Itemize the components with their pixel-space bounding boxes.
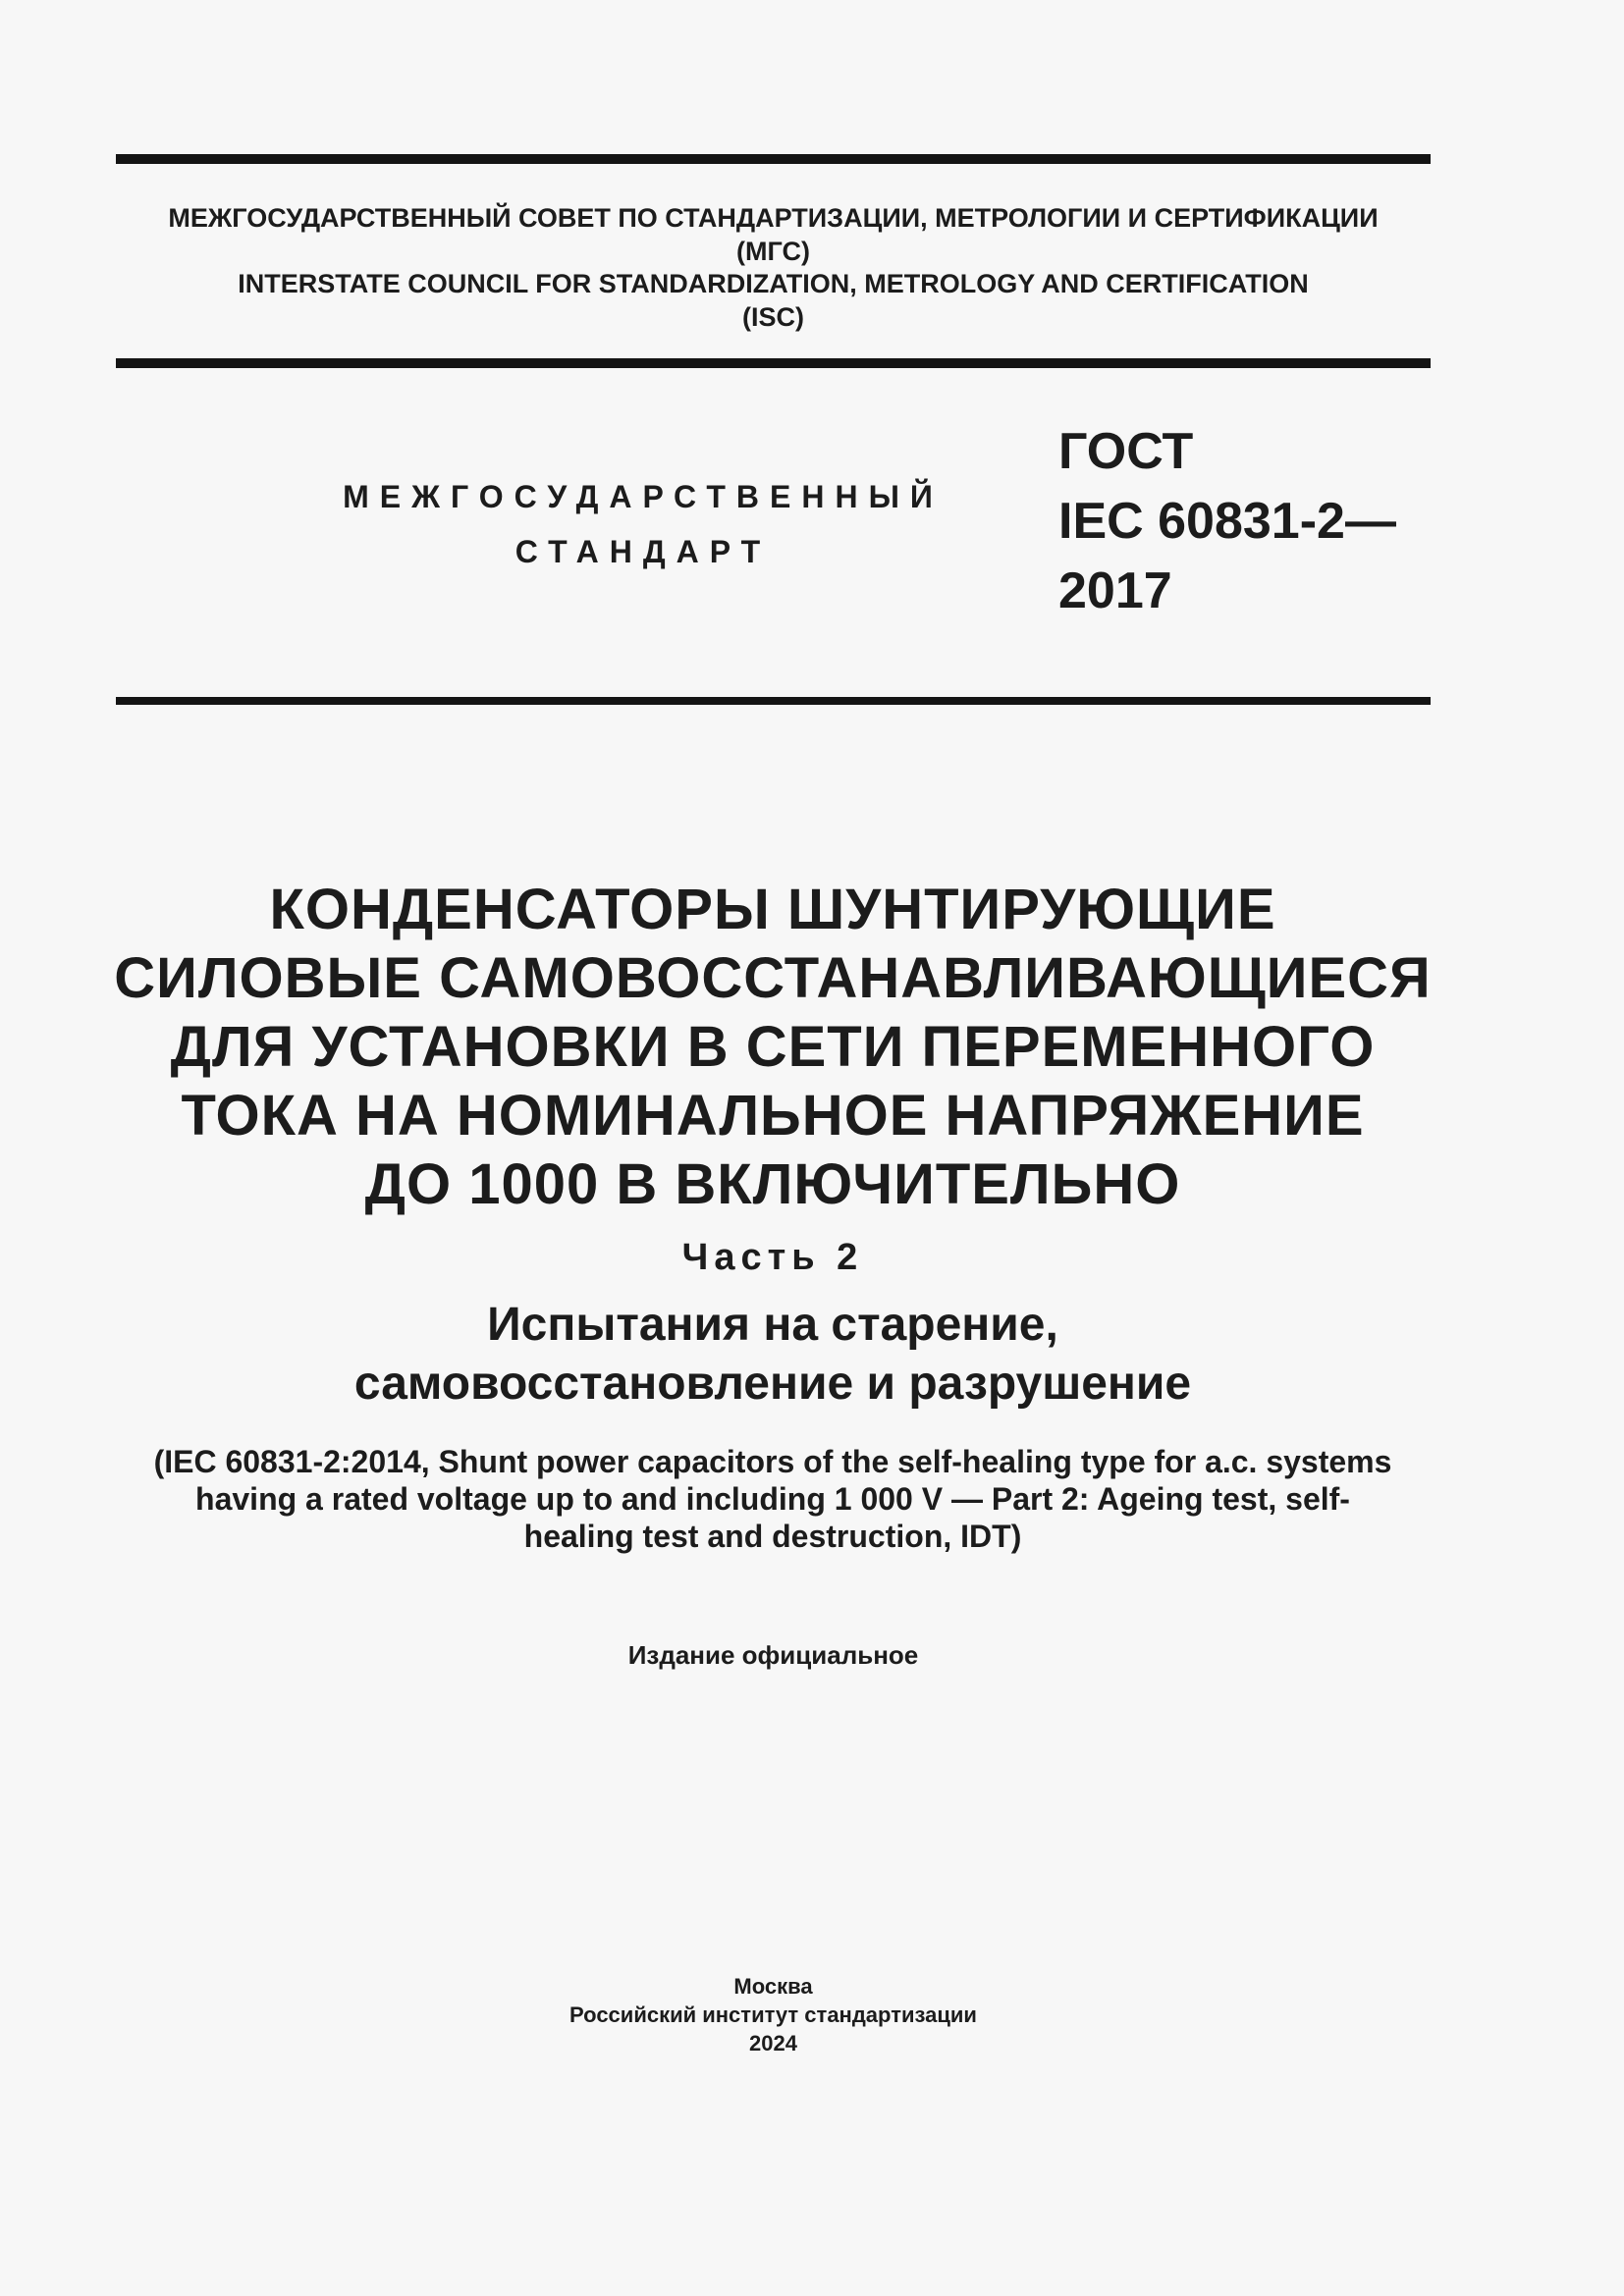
council-abbr-en: (ISC): [742, 301, 804, 332]
top-rule: [116, 154, 1431, 164]
iec-reference-line: healing test and destruction, IDT): [523, 1519, 1022, 1554]
council-abbr-ru: (МГС): [736, 236, 810, 266]
designation-line-3: 2017: [1058, 562, 1172, 619]
title-line: ТОКА НА НОМИНАЛЬНОЕ НАПРЯЖЕНИЕ: [181, 1084, 1365, 1148]
designation-line-1: ГОСТ: [1058, 423, 1194, 480]
subtitle-line: Испытания на старение,: [487, 1299, 1058, 1351]
edition-label: Издание официальное: [627, 1640, 919, 1670]
council-header: [116, 202, 1431, 334]
publisher-imprint: [116, 1972, 1431, 2057]
part-label: Часть 2: [681, 1237, 864, 1278]
standard-type-line-1: МЕЖГОСУДАРСТВЕННЫЙ: [343, 479, 944, 514]
title-line: ДЛЯ УСТАНОВКИ В СЕТИ ПЕРЕМЕННОГО: [170, 1015, 1376, 1079]
imprint-year: 2024: [749, 2031, 797, 2056]
iec-reference: [98, 1443, 1447, 1555]
designation-divider-rule: [116, 697, 1431, 705]
title-line: СИЛОВЫЕ САМОВОССТАНАВЛИВАЮЩИЕСЯ: [114, 946, 1432, 1010]
standard-type-label: [324, 469, 962, 579]
iec-reference-line: (IEC 60831-2:2014, Shunt power capacitors of the self-healing type for a.c. systems: [153, 1444, 1392, 1479]
imprint-city: Москва: [733, 1974, 813, 1999]
standard-designation: [1058, 417, 1396, 626]
header-divider-rule: [116, 358, 1431, 368]
standard-type-line-2: СТАНДАРТ: [514, 534, 772, 569]
part-subtitle: [98, 1296, 1447, 1414]
subtitle-line: самовосстановление и разрушение: [353, 1358, 1192, 1410]
title-line: ДО 1000 В ВКЛЮЧИТЕЛЬНО: [364, 1152, 1181, 1216]
council-name-ru: МЕЖГОСУДАРСТВЕННЫЙ СОВЕТ ПО СТАНДАРТИЗАЦИИ, МЕТРОЛОГИИ И СЕРТИФИКАЦИИ: [168, 203, 1379, 233]
designation-line-2: IEC 60831-2—: [1058, 493, 1396, 550]
imprint-publisher: Российский институт стандартизации: [569, 2002, 977, 2027]
iec-reference-line: having a rated voltage up to and including 1 000 V — Part 2: Ageing test, self-: [195, 1481, 1350, 1517]
document-title: [98, 876, 1447, 1219]
council-name-en: INTERSTATE COUNCIL FOR STANDARDIZATION, METROLOGY AND CERTIFICATION: [238, 269, 1309, 298]
title-line: КОНДЕНСАТОРЫ ШУНТИРУЮЩИЕ: [269, 878, 1276, 941]
